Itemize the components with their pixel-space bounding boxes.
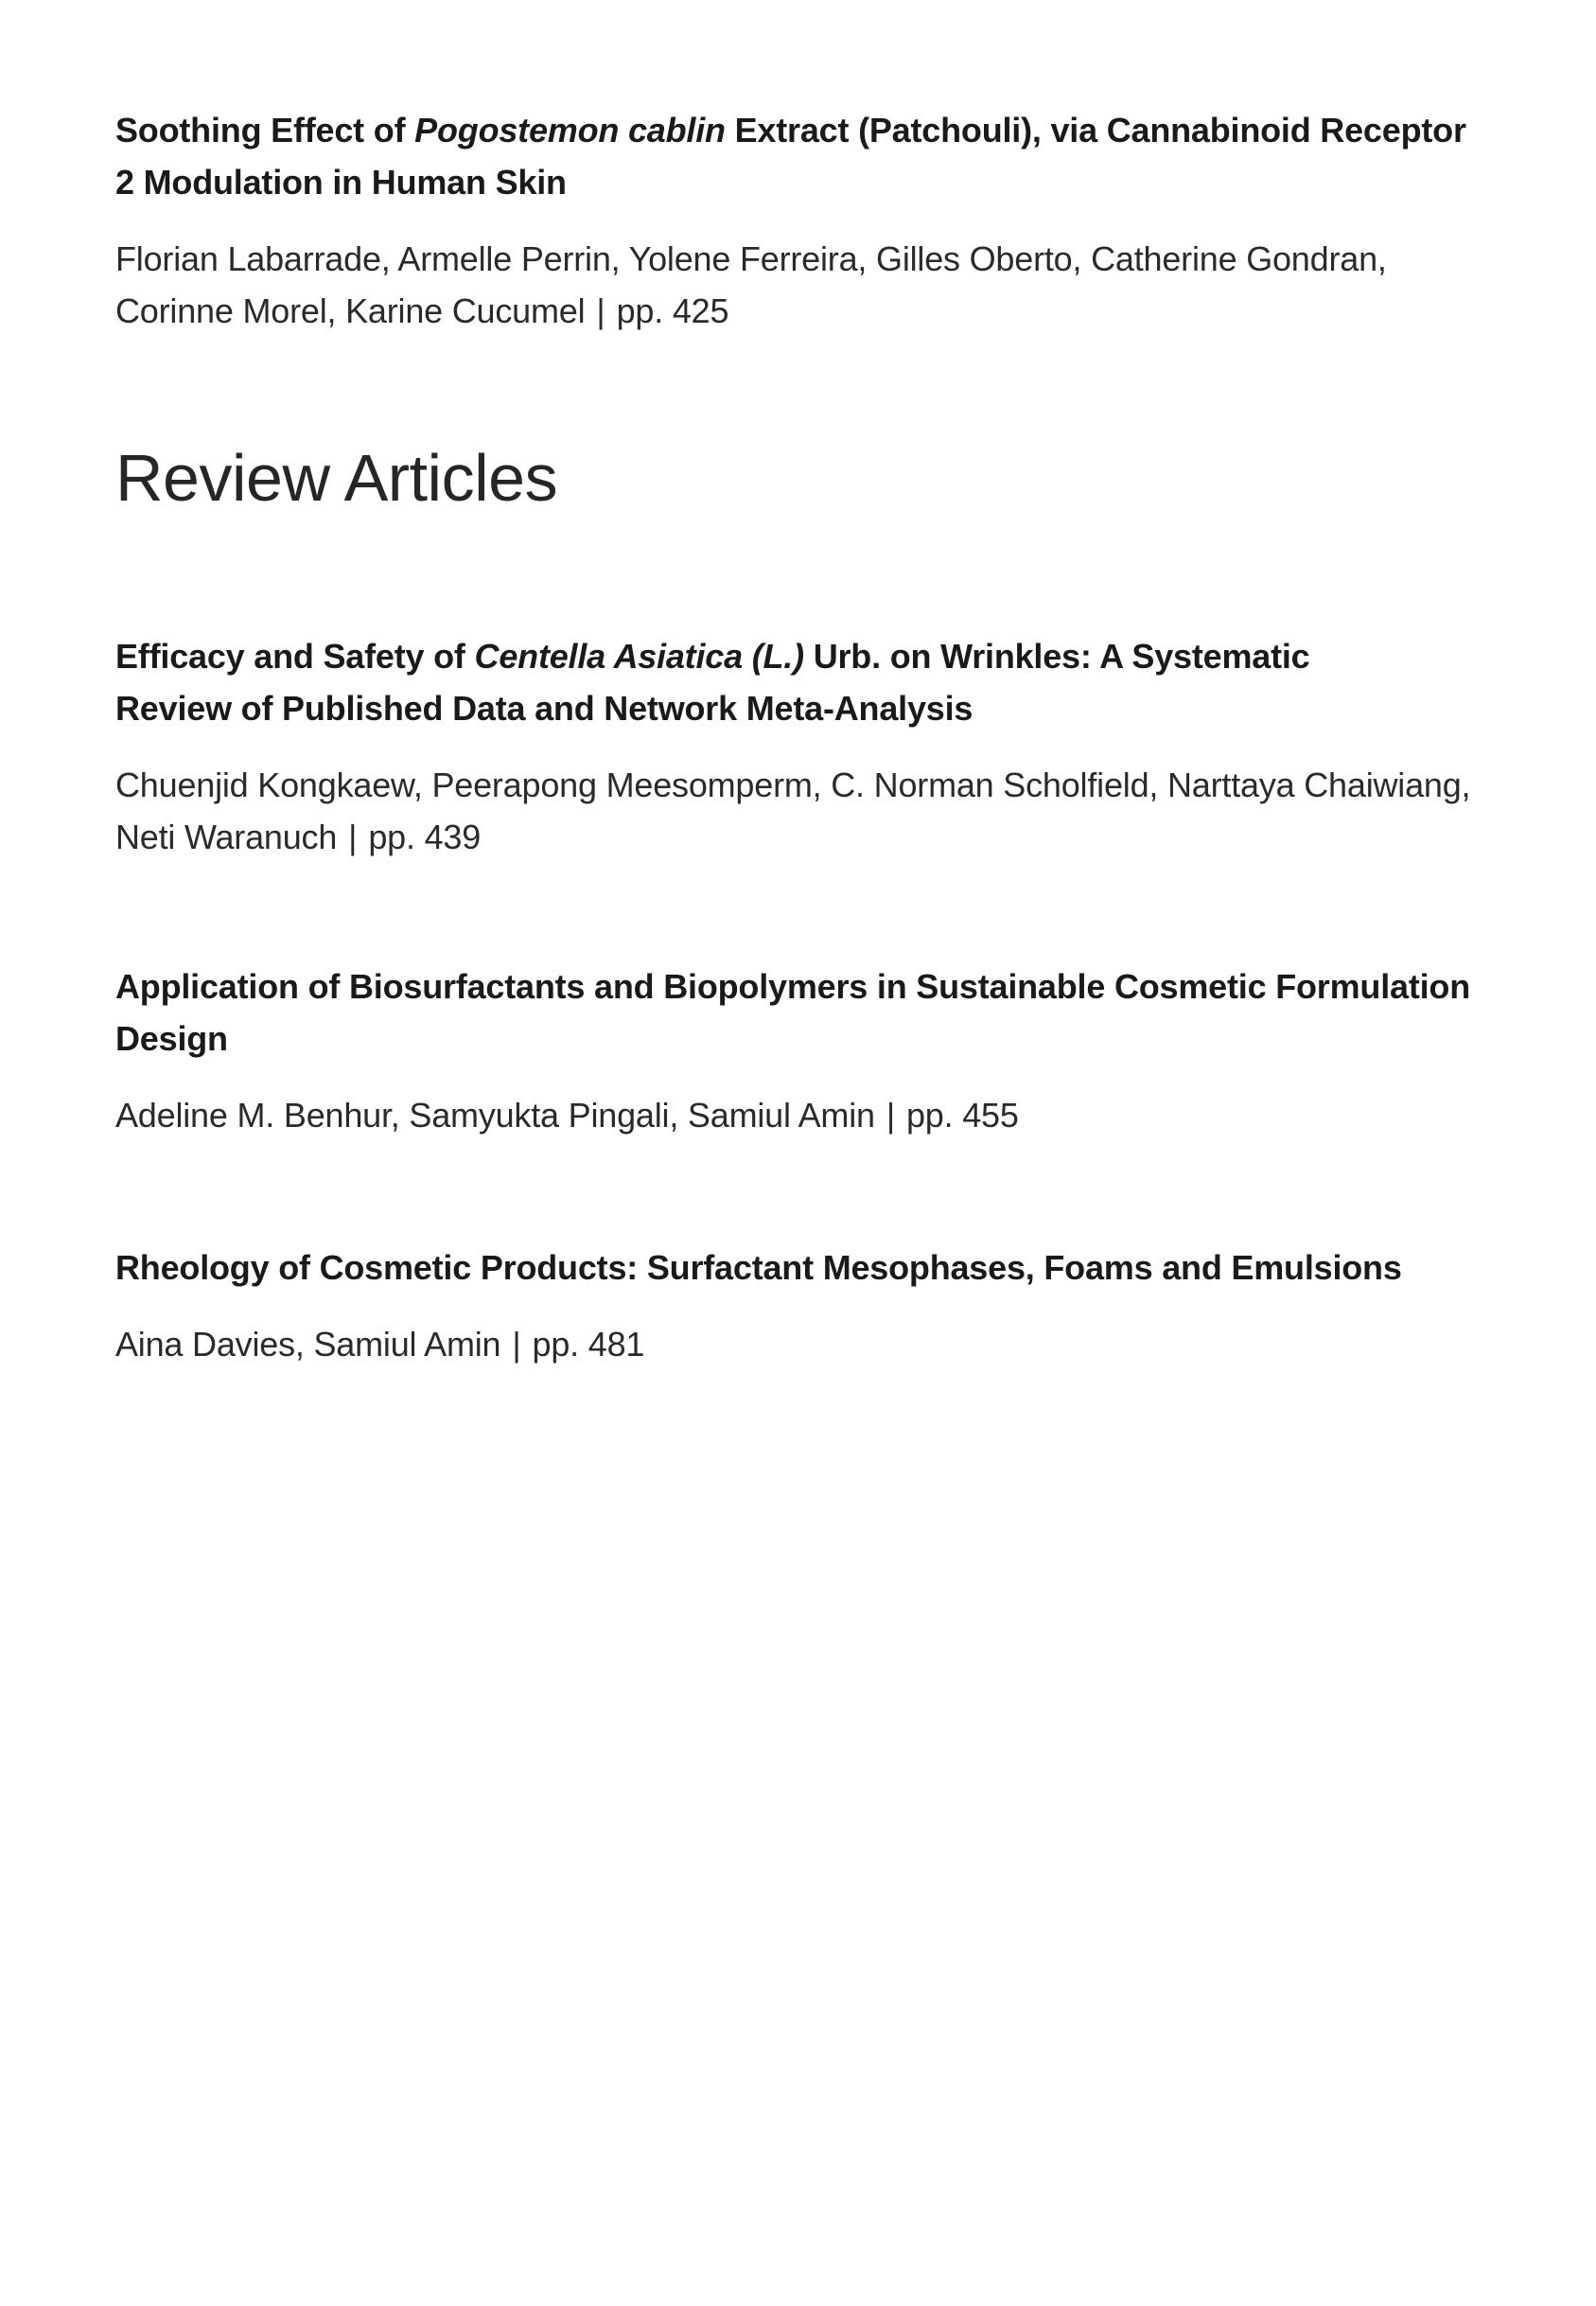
page-number: pp. 439: [368, 818, 482, 856]
title-text: Soothing Effect of: [115, 111, 415, 150]
title-text: Review of Published Data and Network Meta-Analysis: [115, 689, 973, 728]
section-heading-review-articles: Review Articles: [115, 441, 558, 515]
article-entry-soothing-effect: [115, 104, 1525, 337]
separator: |: [886, 1096, 895, 1135]
separator: |: [348, 818, 358, 856]
article-title[interactable]: [115, 1241, 1525, 1294]
title-text: Efficacy and Safety of: [115, 637, 475, 676]
title-text: Extract (Patchouli), via Cannabinoid Receptor: [725, 111, 1466, 150]
title-italic-species: Pogostemon cablin: [414, 111, 726, 150]
separator: |: [512, 1325, 521, 1364]
article-authors: [115, 1089, 1525, 1141]
page-number: pp. 455: [905, 1096, 1019, 1135]
article-title[interactable]: [115, 104, 1525, 208]
authors-text: Chuenjid Kongkaew, Peerapong Meesomperm, C. Norman Scholfield, Narttaya Chaiwiang,: [115, 766, 1471, 804]
authors-text: Aina Davies, Samiul Amin: [115, 1325, 501, 1364]
article-authors: [115, 1318, 1525, 1370]
title-text: Rheology of Cosmetic Products: Surfactant Mesophases, Foams and Emulsions: [115, 1248, 1402, 1287]
page-number: pp. 425: [616, 291, 729, 330]
title-text: Design: [115, 1019, 228, 1058]
authors-text: Corinne Morel, Karine Cucumel: [115, 291, 586, 330]
article-authors: [115, 233, 1525, 337]
title-text: Application of Biosurfactants and Biopolymers in Sustainable Cosmetic Formulation: [115, 967, 1470, 1006]
authors-text: Adeline M. Benhur, Samyukta Pingali, Samiul Amin: [115, 1096, 875, 1135]
separator: |: [596, 291, 605, 330]
article-entry-biosurfactants: [115, 960, 1525, 1141]
authors-text: Florian Labarrade, Armelle Perrin, Yolene Ferreira, Gilles Oberto, Catherine Gondran,: [115, 239, 1387, 278]
title-italic-species: Centella Asiatica (L.): [474, 637, 804, 676]
title-text: Urb. on Wrinkles: A Systematic: [803, 637, 1310, 676]
page-number: pp. 481: [532, 1325, 645, 1364]
article-title[interactable]: [115, 960, 1525, 1065]
article-authors: [115, 759, 1525, 863]
article-title[interactable]: [115, 630, 1525, 734]
article-entry-rheology: [115, 1241, 1525, 1370]
authors-text: Neti Waranuch: [115, 818, 338, 856]
article-entry-centella-asiatica: [115, 630, 1525, 863]
title-text: 2 Modulation in Human Skin: [115, 163, 567, 202]
